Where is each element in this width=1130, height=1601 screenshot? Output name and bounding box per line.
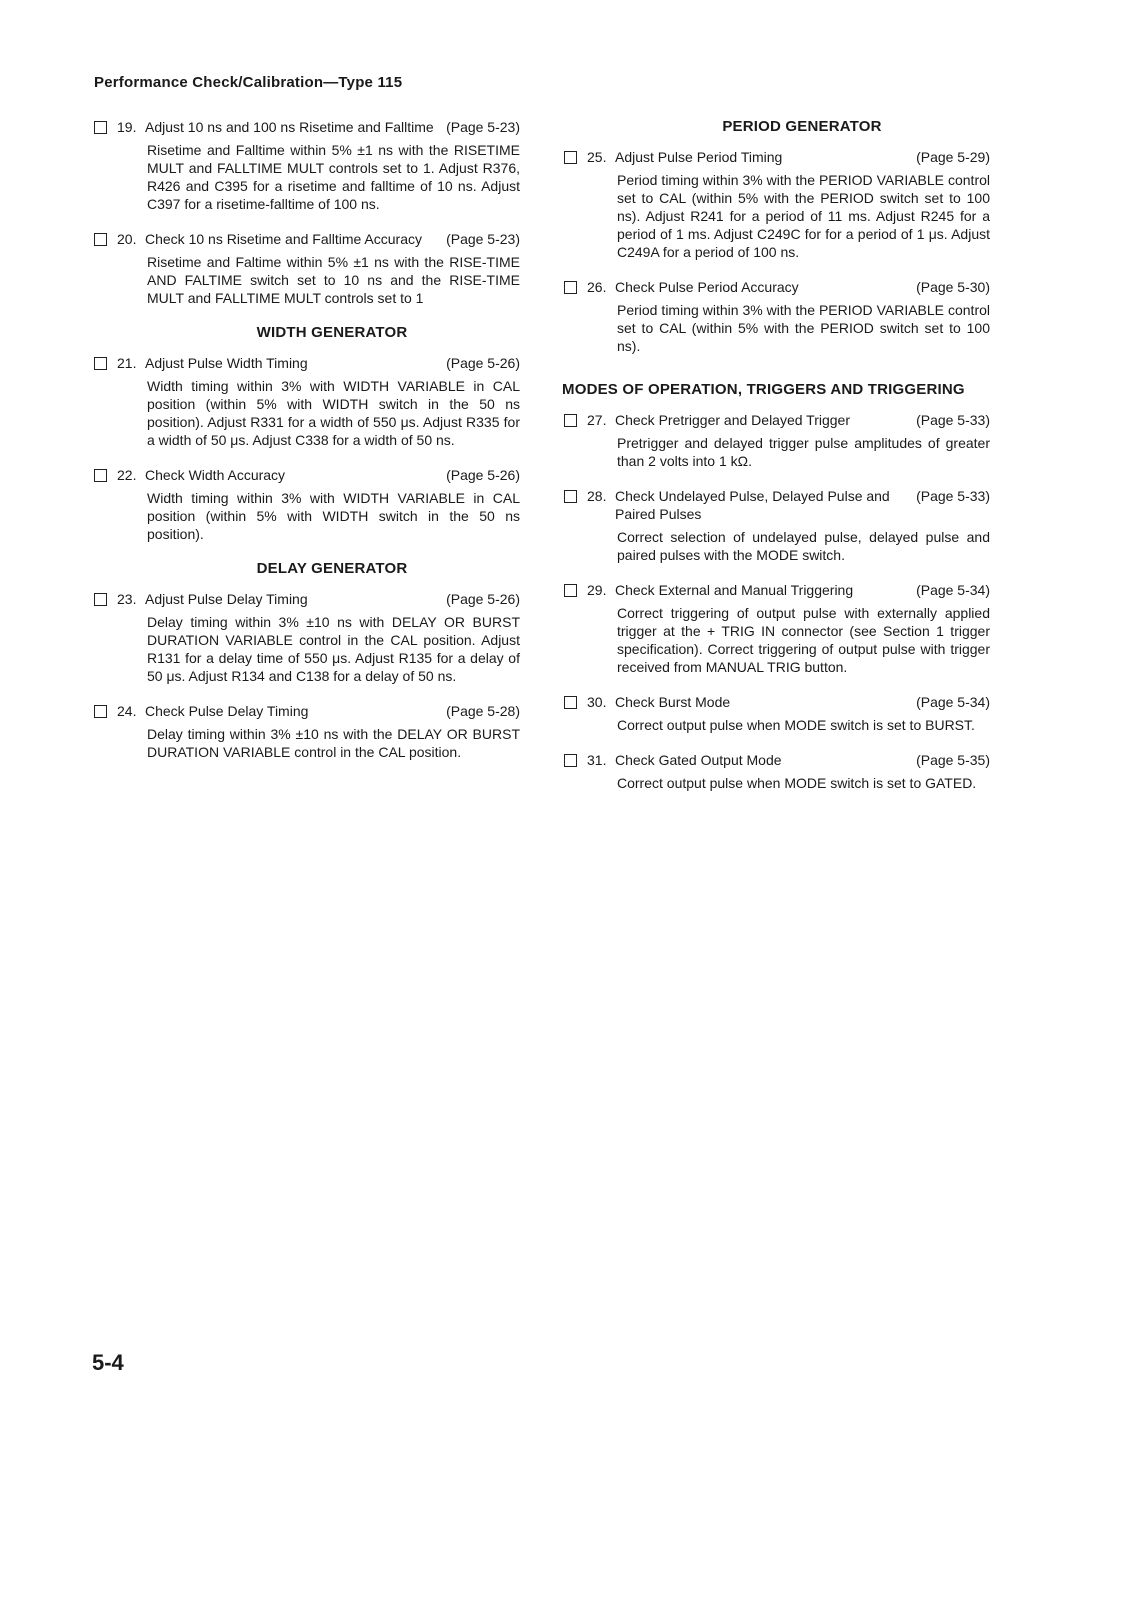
step-group (562, 148, 990, 355)
checklist-step (92, 354, 520, 449)
step-description: Risetime and Faltime within 5% ±1 ns with the RISE-TIME AND FALTIME switch set to 10 ns and the RISE-TIME MULT and FALLTIME MULT controls set to 1 (147, 254, 520, 306)
page-reference: (Page 5-23) (446, 119, 520, 135)
step-header (562, 411, 990, 429)
checklist-step (562, 693, 990, 734)
page-reference: (Page 5-34) (916, 694, 990, 710)
page-reference: (Page 5-29) (916, 149, 990, 165)
step-description: Width timing within 3% with WIDTH VARIABLE in CAL position (within 5% with WIDTH switch in the 50 ns position). (147, 490, 520, 542)
step-description: Correct triggering of output pulse with externally applied trigger at the + TRIG IN connector (see Section 1 trigger specification). Correct triggering of output pulse with trigger received from MANUAL TRIG button. (617, 605, 990, 675)
step-description: Pretrigger and delayed trigger pulse amplitudes of greater than 2 volts into 1 kΩ. (617, 435, 990, 469)
step-group (92, 590, 520, 761)
step-header (92, 230, 520, 248)
step-description: Width timing within 3% with WIDTH VARIABLE in CAL position (within 5% with WIDTH switch in the 50 ns position). Adjust R331 for a width of 550 μs. Adjust R335 for a width of 50 μs. Adjust C338 for a width of 50 ns. (147, 378, 520, 448)
checklist-step (92, 590, 520, 685)
page-reference: (Page 5-28) (446, 703, 520, 719)
checkbox-icon[interactable] (94, 357, 107, 370)
checklist-step (562, 751, 990, 792)
checklist-step (92, 466, 520, 543)
step-number: 30. (587, 694, 607, 710)
step-description: Correct output pulse when MODE switch is set to BURST. (617, 717, 975, 733)
step-group (92, 118, 520, 307)
page-reference: (Page 5-35) (916, 752, 990, 768)
step-title: Check Width Accuracy (145, 467, 286, 483)
step-header (92, 590, 520, 608)
checkbox-icon[interactable] (94, 233, 107, 246)
step-header (562, 278, 990, 296)
step-title: Check Pretrigger and Delayed Trigger (615, 412, 851, 428)
section-heading-width-generator: WIDTH GENERATOR (256, 324, 408, 341)
checkbox-icon[interactable] (564, 414, 577, 427)
step-number: 21. (117, 355, 137, 371)
step-number: 25. (587, 149, 607, 165)
step-description: Correct selection of undelayed pulse, delayed pulse and paired pulses with the MODE switch. (617, 529, 990, 563)
checklist-step (562, 581, 990, 676)
step-title: Adjust 10 ns and 100 ns Risetime and Falltime (145, 119, 434, 135)
step-group (562, 411, 990, 792)
step-number: 26. (587, 279, 607, 295)
checkbox-icon[interactable] (564, 151, 577, 164)
checkbox-icon[interactable] (564, 584, 577, 597)
step-number: 23. (117, 591, 137, 607)
page-reference: (Page 5-26) (446, 467, 520, 483)
checklist-step (92, 702, 520, 761)
step-title: Check Gated Output Mode (615, 752, 782, 768)
step-title: Adjust Pulse Width Timing (145, 355, 308, 371)
step-description: Delay timing within 3% ±10 ns with DELAY OR BURST DURATION VARIABLE control in the CAL position. Adjust R131 for a delay time of 550 μs. Adjust R135 for a delay of 50 μs. Adjust R134 and C138 for a delay of 50 ns. (147, 614, 520, 684)
page-number: 5-4 (92, 1350, 124, 1375)
step-number: 22. (117, 467, 137, 483)
step-title: Check Pulse Delay Timing (145, 703, 309, 719)
checkbox-icon[interactable] (94, 705, 107, 718)
step-description: Delay timing within 3% ±10 ns with the DELAY OR BURST DURATION VARIABLE control in the CAL position. (147, 726, 520, 760)
checklist-step (562, 411, 990, 470)
step-group (92, 354, 520, 543)
checklist-step (562, 487, 990, 564)
step-number: 31. (587, 752, 607, 768)
checklist-step (562, 278, 990, 355)
step-header (562, 693, 990, 711)
checkbox-icon[interactable] (564, 696, 577, 709)
step-title: Adjust Pulse Delay Timing (145, 591, 308, 607)
step-number: 28. (587, 488, 607, 504)
step-header (92, 118, 520, 136)
checkbox-icon[interactable] (564, 754, 577, 767)
page-reference: (Page 5-33) (916, 488, 990, 504)
checklist-step (92, 118, 520, 213)
page-reference: (Page 5-30) (916, 279, 990, 295)
page-reference: (Page 5-34) (916, 582, 990, 598)
checkbox-icon[interactable] (94, 121, 107, 134)
checkbox-icon[interactable] (94, 469, 107, 482)
step-title: Check Pulse Period Accuracy (615, 279, 799, 295)
step-title: Adjust Pulse Period Timing (615, 149, 783, 165)
step-number: 19. (117, 119, 137, 135)
step-number: 20. (117, 231, 137, 247)
step-header (562, 487, 990, 523)
step-header (562, 148, 990, 166)
page-reference: (Page 5-23) (446, 231, 520, 247)
step-header (92, 702, 520, 720)
checkbox-icon[interactable] (564, 490, 577, 503)
step-header (562, 751, 990, 769)
step-description: Correct output pulse when MODE switch is set to GATED. (617, 775, 977, 791)
step-header (92, 466, 520, 484)
page-reference: (Page 5-33) (916, 412, 990, 428)
step-description: Period timing within 3% with the PERIOD VARIABLE control set to CAL (within 5% with the PERIOD switch set to 100 ns). Adjust R241 for a period of 11 ms. Adjust R245 for a period of 1 ms. Adjust C249C for for a period of 1 μs. Adjust C249A for a period of 100 ns. (617, 172, 990, 260)
page-reference: (Page 5-26) (446, 591, 520, 607)
step-description: Risetime and Falltime within 5% ±1 ns with the RISETIME MULT and FALLTIME MULT controls set to 1. Adjust R376, R426 and C395 for a risetime and falltime of 10 ns. Adjust C397 for a risetime-falltime of 100 ns. (147, 142, 520, 212)
checkbox-icon[interactable] (94, 593, 107, 606)
section-heading-period-generator: PERIOD GENERATOR (722, 118, 882, 135)
page-reference: (Page 5-26) (446, 355, 520, 371)
step-header (562, 581, 990, 599)
checklist-step (562, 148, 990, 261)
step-title: Check Burst Mode (615, 694, 731, 710)
step-header (92, 354, 520, 372)
right-column (562, 118, 990, 809)
checklist-step (92, 230, 520, 307)
step-number: 24. (117, 703, 137, 719)
left-column (92, 118, 520, 778)
checkbox-icon[interactable] (564, 281, 577, 294)
step-number: 27. (587, 412, 607, 428)
running-head: Performance Check/Calibration—Type 115 (94, 74, 403, 91)
step-title: Check 10 ns Risetime and Falltime Accuracy (145, 231, 422, 247)
step-title: Check Undelayed Pulse, Delayed Pulse and Paired Pulses (615, 488, 890, 522)
step-number: 29. (587, 582, 607, 598)
section-heading-delay-generator: DELAY GENERATOR (256, 560, 408, 577)
step-title: Check External and Manual Triggering (615, 582, 854, 598)
step-description: Period timing within 3% with the PERIOD VARIABLE control set to CAL (within 5% with the PERIOD switch set to 100 ns). (617, 302, 990, 354)
section-heading-modes-triggering: MODES OF OPERATION, TRIGGERS AND TRIGGERING (562, 381, 965, 398)
